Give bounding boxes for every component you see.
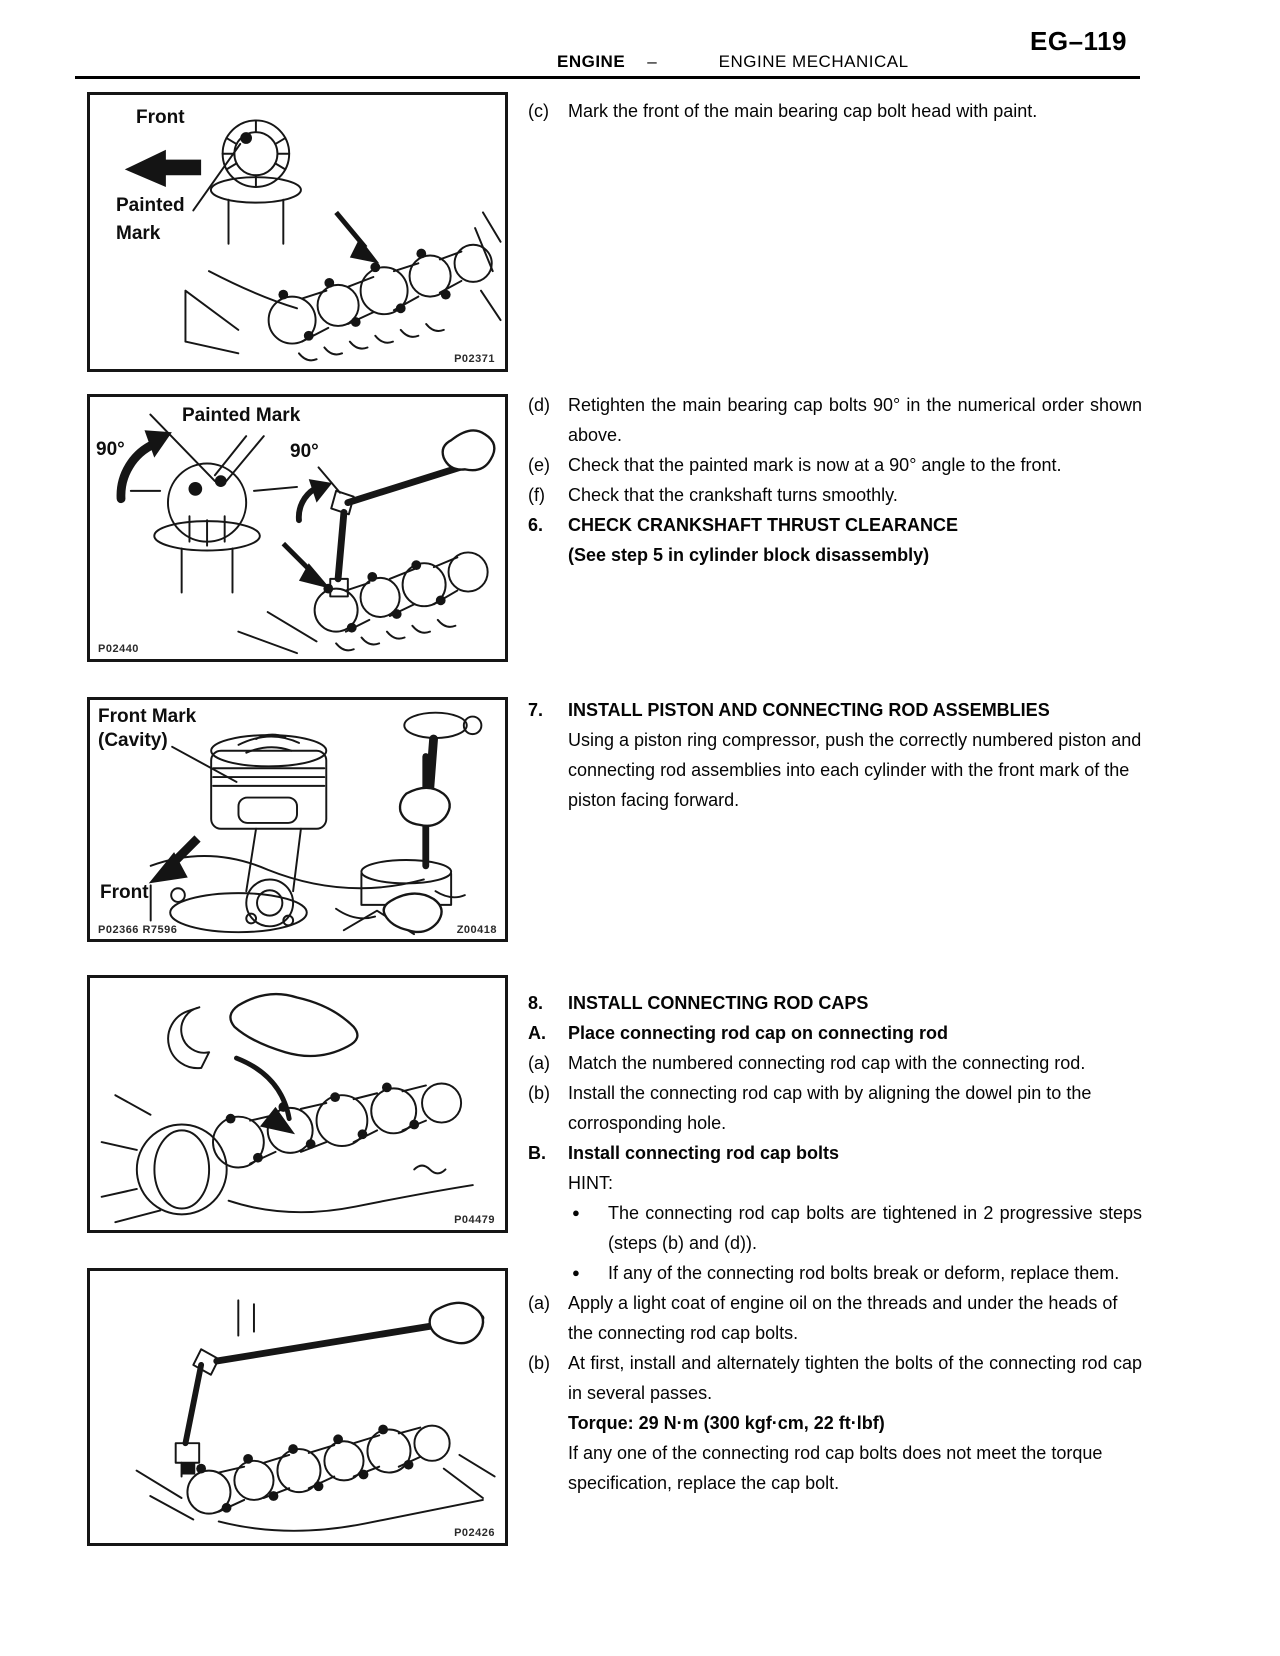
step-marker: 7. [528,700,544,720]
step-7-body: Using a piston ring compressor, push the correctly numbered piston and connecting rod assemblies into each cylinder with the front mark of the piston facing forward. [568,730,1142,810]
rod-cap-torque-drawing [90,1271,505,1543]
figure-code: P02371 [454,353,495,365]
step-8b [528,1078,1142,1138]
hint-label: HINT: [568,1173,613,1193]
label-90-left: 90° [96,439,125,460]
label-front: Front [100,882,149,903]
figure-piston-install [87,697,508,942]
step-text: Install the connecting rod cap with by aligning the dowel pin to the corrosponding hole. [568,1083,1092,1133]
step-marker: (c) [528,101,549,121]
bullet-icon: ● [572,1205,580,1220]
hint-text: The connecting rod cap bolts are tightened in 2 progressive steps (steps (b) and (d)). [608,1203,1142,1253]
step-6-line2: (See step 5 in cylinder block disassembly) [568,545,930,565]
step-text: Check that the crankshaft turns smoothly. [568,485,898,505]
label-mark: Mark [116,223,161,244]
torque-spec: Torque: 29 N·m (300 kgf·cm, 22 ft·lbf) [568,1413,885,1433]
step-text: Mark the front of the main bearing cap bolt head with paint. [568,101,1038,121]
step-6-line1: CHECK CRANKSHAFT THRUST CLEARANCE [568,515,958,535]
step-8Ba [528,1288,1142,1348]
label-front-mark: Front Mark [98,706,197,727]
figure-code-left: P02366 R7596 [98,924,178,936]
step-c-block [528,96,1142,126]
torque-note: If any one of the connecting rod cap bolts does not meet the torque specification, replace the cap bolt. [568,1443,1103,1493]
step-marker: (e) [528,455,550,475]
label-painted: Painted [116,195,185,216]
step-marker: B. [528,1143,546,1163]
step-text: Retighten the main bearing cap bolts 90° in the numerical order shown above. [568,395,1142,445]
steps-d-to-6-block [528,390,1142,570]
label-front: Front [136,107,185,128]
step-6-heading [528,510,1142,570]
hand [384,894,442,932]
step-f [528,480,1142,510]
step-text: Check that the painted mark is now at a 90° angle to the front. [568,455,1062,475]
figure-code: P02426 [454,1527,495,1539]
step-marker: 6. [528,515,544,535]
step-text: At first, install and alternately tighten the bolts of the connecting rod cap in several passes. [568,1353,1142,1403]
step-marker: (f) [528,485,545,505]
hint-text: If any of the connecting rod bolts break or deform, replace them. [608,1263,1120,1283]
step-8-block [528,988,1142,1498]
step-d [528,390,1142,450]
step-7-heading [528,695,1142,725]
figure-code: P04479 [454,1214,495,1226]
figure-code-right: Z00418 [456,924,497,936]
step-8a [528,1048,1142,1078]
step-marker: (b) [528,1083,550,1103]
procedure-text-column [528,0,1142,1656]
page-number: EG–119 [1030,26,1127,56]
header-section: ENGINE [557,52,626,71]
step-title: INSTALL CONNECTING ROD CAPS [568,993,869,1013]
step-title [568,510,1142,570]
step-marker: (d) [528,395,550,415]
header-dash: – [647,52,657,71]
step-title: INSTALL PISTON AND CONNECTING ROD ASSEMBLIES [568,700,1050,720]
header-subsection: ENGINE MECHANICAL [718,52,909,71]
step-marker: A. [528,1023,546,1043]
step-c [528,96,1142,126]
label-painted-mark: Painted Mark [182,405,301,426]
hand [400,788,450,826]
step-8-heading [528,988,1142,1018]
step-marker: (b) [528,1353,550,1373]
hint-bullet-2 [572,1258,1142,1288]
pointer-arrow-icon [350,238,379,263]
step-title: Install connecting rod cap bolts [568,1143,840,1163]
figure-rod-cap-torque [87,1268,508,1546]
figure-code: P02440 [98,643,139,655]
step-7-block [528,695,1142,815]
sub-heading-a [528,1018,1142,1048]
step-text: Apply a light coat of engine oil on the threads and under the heads of the connecting rod cap bolts. [568,1293,1118,1343]
step-e [528,450,1142,480]
hand [230,994,357,1056]
step-marker: 8. [528,993,544,1013]
hand [430,1303,483,1343]
rod-cap-place-drawing [90,978,505,1230]
step-marker: (a) [528,1053,550,1073]
step-marker: (a) [528,1293,550,1313]
hint-bullet-1 [572,1198,1142,1258]
label-90-right: 90° [290,441,319,462]
step-title: Place connecting rod cap on connecting rod [568,1023,949,1043]
figure-retighten-90 [87,394,508,662]
bullet-icon: ● [572,1265,580,1280]
figure-paint-mark [87,92,508,372]
figure-rod-cap-place [87,975,508,1233]
step-text: Match the numbered connecting rod cap with the connecting rod. [568,1053,1086,1073]
label-cavity: (Cavity) [98,730,168,751]
front-arrow-icon [125,150,201,187]
sub-heading-b [528,1138,1142,1168]
step-8Bb [528,1348,1142,1408]
retighten-90-drawing [90,397,505,659]
